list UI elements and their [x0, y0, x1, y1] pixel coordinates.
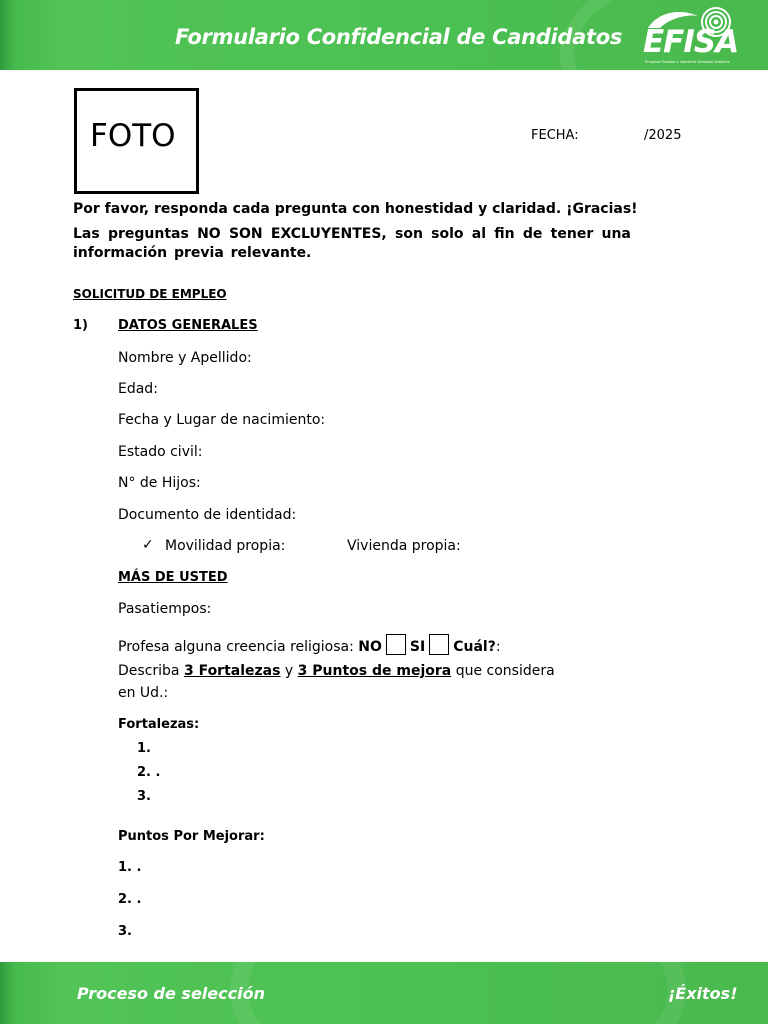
logo-wordmark: EFISA	[643, 24, 739, 60]
strength-item-1[interactable]: 1.	[137, 741, 151, 756]
strengths-count: 3 Fortalezas	[183, 663, 281, 679]
efisa-logo	[640, 6, 752, 68]
header-banner	[0, 0, 768, 70]
date-label: FECHA:	[531, 128, 579, 143]
section-heading: SOLICITUD DE EMPLEO	[73, 287, 227, 301]
describe-prompt: Describa 3 Fortalezas y 3 Puntos de mejora que considera	[118, 663, 555, 679]
improvements-count: 3 Puntos de mejora	[297, 663, 452, 679]
intro-line-2: Las preguntas NO SON EXCLUYENTES, son solo al fin de tener una	[73, 226, 631, 242]
religion-question: Profesa alguna creencia religiosa: NO SI Cuál?:	[118, 634, 501, 655]
strength-item-3[interactable]: 3.	[137, 789, 151, 804]
field-id-document[interactable]: Documento de identidad:	[118, 507, 297, 523]
checkmark-icon: ✓	[142, 537, 154, 553]
footer-process-text: Proceso de selección	[77, 984, 265, 1003]
logo-tagline: Empresa Forestal e Industrial Sociedad Anónima	[645, 60, 730, 64]
intro-line-1: Por favor, responda cada pregunta con honestidad y claridad. ¡Gracias!	[73, 201, 638, 217]
footer-banner	[0, 962, 768, 1024]
describe-prompt-line-2: en Ud.:	[118, 685, 169, 701]
date-year: /2025	[644, 128, 682, 143]
field-children[interactable]: N° de Hijos:	[118, 475, 201, 491]
section-title: DATOS GENERALES	[118, 318, 258, 333]
religion-si-label: SI	[409, 639, 426, 655]
footer-decoration	[230, 962, 686, 1024]
field-own-housing[interactable]: Vivienda propia:	[347, 538, 461, 554]
field-own-vehicle[interactable]: Movilidad propia:	[165, 538, 286, 554]
improvements-title: Puntos Por Mejorar:	[118, 829, 265, 844]
photo-placeholder[interactable]	[74, 88, 199, 194]
section-number: 1)	[73, 318, 88, 333]
strengths-title: Fortalezas:	[118, 717, 200, 732]
form-title: Formulario Confidencial de Candidatos	[175, 25, 623, 49]
religion-no-label: NO	[358, 639, 382, 655]
improvement-item-3[interactable]: 3.	[118, 924, 132, 939]
religion-no-checkbox[interactable]	[386, 634, 406, 655]
strength-item-2[interactable]: 2. .	[137, 765, 161, 780]
footer-success-text: ¡Éxitos!	[668, 984, 738, 1003]
intro-line-3: información previa relevante.	[73, 245, 312, 261]
more-heading: MÁS DE USTED	[118, 570, 228, 585]
religion-question-label: Profesa alguna creencia religiosa:	[118, 639, 354, 655]
field-marital-status[interactable]: Estado civil:	[118, 444, 203, 460]
improvement-item-2[interactable]: 2. .	[118, 892, 142, 907]
field-birth-date-place[interactable]: Fecha y Lugar de nacimiento:	[118, 412, 326, 428]
photo-label: FOTO	[90, 118, 176, 154]
field-hobbies[interactable]: Pasatiempos:	[118, 601, 212, 617]
religion-si-checkbox[interactable]	[429, 634, 449, 655]
field-age[interactable]: Edad:	[118, 381, 158, 397]
religion-which-label: Cuál?	[453, 639, 496, 655]
field-full-name[interactable]: Nombre y Apellido:	[118, 350, 252, 366]
improvement-item-1[interactable]: 1. .	[118, 860, 142, 875]
